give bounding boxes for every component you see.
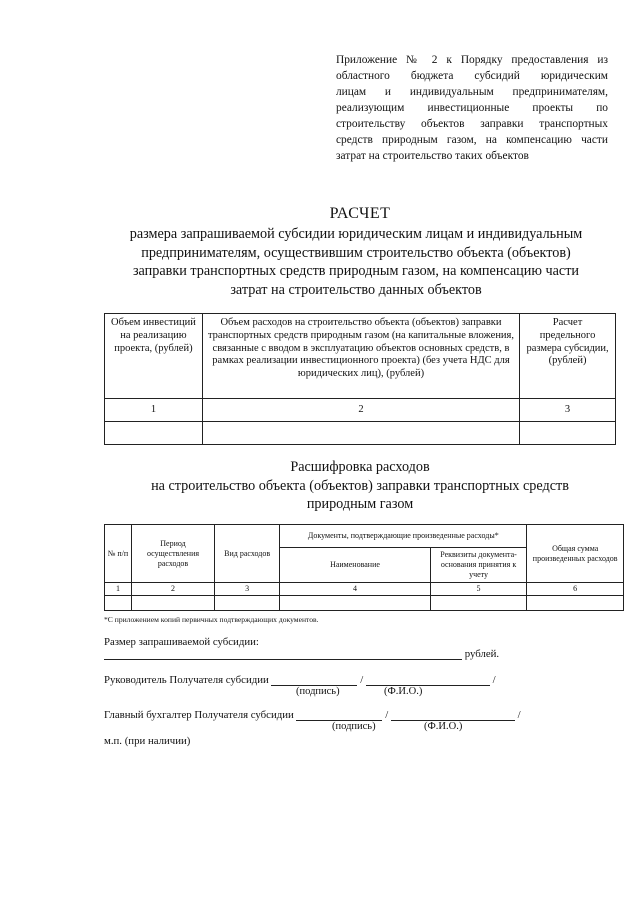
- subsidy-amount-field[interactable]: [104, 648, 462, 660]
- table-cell[interactable]: [131, 596, 214, 611]
- appendix-line: средств природным газом, на компенсацию части: [336, 134, 608, 146]
- header-expenses: Объем расходов на строительство объекта (объектов) заправки транспортных средств природным газом (на капитальные вложения, связанные с вводом в эксплуатацию объектов основных средств, в рамках реализации инвестиционного проекта) (без учета НДС для юридических лиц), (рублей): [202, 314, 519, 399]
- head-signature-field[interactable]: [271, 674, 357, 686]
- header-investment: Объем инвестиций на реализацию проекта, (рублей): [105, 314, 203, 399]
- table-cell[interactable]: [280, 596, 431, 611]
- calculation-table: [104, 313, 616, 445]
- accountant-name-field[interactable]: [391, 709, 515, 721]
- appendix-header: [336, 52, 608, 164]
- name-caption: (Ф.И.О.): [384, 686, 423, 697]
- appendix-line: областного бюджета субсидий юридическим: [336, 70, 608, 82]
- table-cell[interactable]: [105, 422, 203, 445]
- header-kind: Вид расходов: [215, 525, 280, 583]
- subsidy-unit: рублей.: [464, 648, 500, 660]
- header-subsidy-calc: Расчет предельного размера субсидии, (рублей): [520, 314, 616, 399]
- table-number-row: [105, 399, 616, 422]
- subtitle-line: заправки транспортных средств природным газом, на компенсацию части: [132, 263, 580, 280]
- col-number: 2: [131, 583, 214, 596]
- subsidy-amount-line: [104, 648, 499, 660]
- col-number: 4: [280, 583, 431, 596]
- head-label: Руководитель Получателя субсидии: [104, 674, 269, 686]
- accountant-signature-field[interactable]: [296, 709, 382, 721]
- document-subtitle: [96, 225, 616, 299]
- footnote: *С приложением копий первичных подтверждающих документов.: [104, 615, 319, 624]
- header-doc-requisites: Реквизиты документа-основания принятия к учету: [430, 548, 527, 583]
- table-cell[interactable]: [527, 596, 624, 611]
- appendix-line: затрат на строительство таких объектов: [336, 150, 529, 162]
- col-number: 1: [105, 583, 132, 596]
- table-number-row: [105, 583, 624, 596]
- name-caption: (Ф.И.О.): [424, 721, 463, 732]
- table-row: [105, 596, 624, 611]
- col-number: 6: [527, 583, 624, 596]
- subtitle-line: предпринимателям, осуществившим строительство объекта (объектов): [141, 244, 571, 261]
- col-number: 2: [202, 399, 519, 422]
- accountant-label: Главный бухгалтер Получателя субсидии: [104, 709, 294, 721]
- appendix-line: Приложение № 2 к Порядку предоставления из: [336, 54, 608, 66]
- table-cell[interactable]: [105, 596, 132, 611]
- col-number: 3: [520, 399, 616, 422]
- slash: /: [385, 709, 389, 721]
- header-doc-name: Наименование: [280, 548, 431, 583]
- section-title-line: на строительство объекта (объектов) заправки транспортных средств: [151, 477, 569, 494]
- table-cell[interactable]: [520, 422, 616, 445]
- table-header-row: [105, 525, 624, 548]
- header-total: Общая сумма произведенных расходов: [527, 525, 624, 583]
- col-number: 3: [215, 583, 280, 596]
- header-docs: Документы, подтверждающие произведенные расходы*: [280, 525, 527, 548]
- head-signature-line: [104, 674, 496, 686]
- header-period: Период осуществления расходов: [131, 525, 214, 583]
- subtitle-line: затрат на строительство данных объектов: [230, 281, 482, 298]
- stamp-place: м.п. (при наличии): [104, 735, 191, 747]
- accountant-signature-line: [104, 709, 521, 721]
- table-cell[interactable]: [202, 422, 519, 445]
- slash: /: [360, 674, 364, 686]
- slash: /: [517, 709, 521, 721]
- table-cell[interactable]: [215, 596, 280, 611]
- head-name-field[interactable]: [366, 674, 490, 686]
- col-number: 5: [430, 583, 527, 596]
- header-num: № п/п: [105, 525, 132, 583]
- expenses-breakdown-title: [110, 458, 610, 514]
- col-number: 1: [105, 399, 203, 422]
- section-title-line: природным газом: [306, 496, 414, 512]
- appendix-line: строительству объектов заправки транспортных: [336, 118, 608, 130]
- section-title-line: Расшифровка расходов: [290, 459, 430, 475]
- table-row: [105, 422, 616, 445]
- appendix-line: лицам и индивидуальным предпринимателям,: [336, 86, 608, 98]
- subsidy-amount-label: Размер запрашиваемой субсидии:: [104, 636, 259, 648]
- signature-caption: (подпись): [332, 721, 376, 732]
- appendix-line: реализующим инвестиционные проекты по: [336, 102, 608, 114]
- table-cell[interactable]: [430, 596, 527, 611]
- document-title: РАСЧЕТ: [329, 205, 391, 222]
- slash: /: [492, 674, 496, 686]
- expenses-table: [104, 524, 624, 611]
- table-header-row: [105, 314, 616, 399]
- signature-caption: (подпись): [296, 686, 340, 697]
- subtitle-line: размера запрашиваемой субсидии юридическим лицам и индивидуальным: [129, 226, 583, 242]
